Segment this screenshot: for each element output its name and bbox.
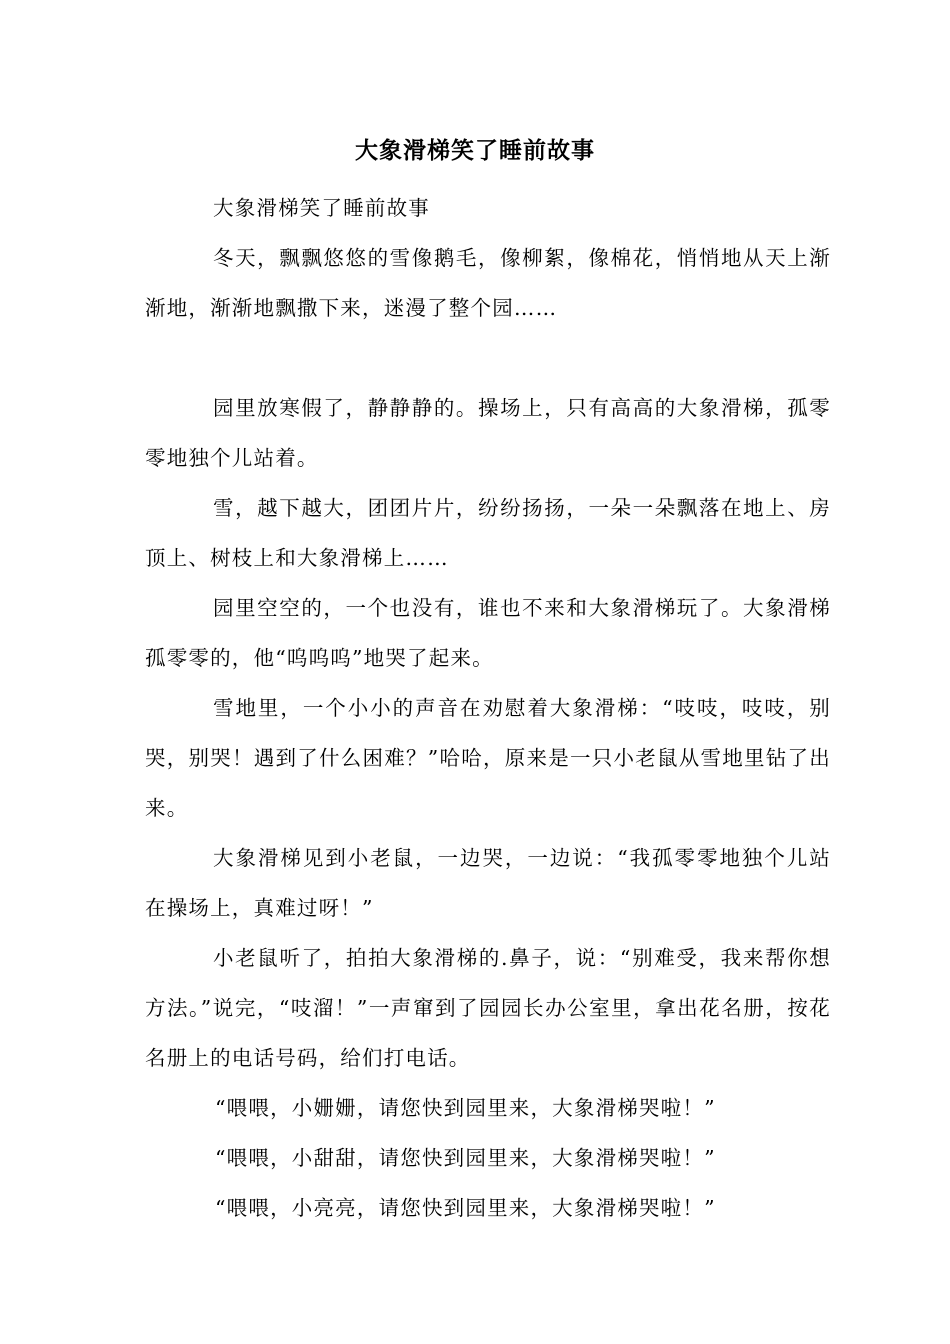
- paragraph-winter-break: 园里放寒假了，静静静的。操场上，只有高高的大象滑梯，孤零零地独个儿站着。: [145, 396, 831, 470]
- paragraph-phone-call-3: “喂喂，小亮亮，请您快到园里来，大象滑梯哭啦！”: [215, 1196, 716, 1220]
- paragraph-slide-speaks: 大象滑梯见到小老鼠，一边哭，一边说：“我孤零零地独个儿站在操场上，真难过呀！”: [145, 846, 831, 920]
- document-title: 大象滑梯笑了睡前故事: [355, 137, 595, 164]
- paragraph-winter-snow: 冬天，飘飘悠悠的雪像鹅毛，像柳絮，像棉花，悄悄地从天上渐渐地，渐渐地飘撒下来，迷漫了整个园……: [145, 246, 831, 320]
- paragraph-mouse-helps: 小老鼠听了，拍拍大象滑梯的.鼻子，说：“别难受，我来帮你想方法。”说完，“吱溜！”一声窜到了园园长办公室里，拿出花名册，按花名册上的电话号码，给们打电话。: [145, 946, 831, 1070]
- document-body: [145, 183, 831, 1233]
- paragraph-spacer: [145, 333, 831, 383]
- paragraph-phone-call-1: “喂喂，小姗姗，请您快到园里来，大象滑梯哭啦！”: [215, 1096, 716, 1120]
- paragraph-subtitle: 大象滑梯笑了睡前故事: [213, 196, 430, 220]
- paragraph-slide-crying: 园里空空的，一个也没有，谁也不来和大象滑梯玩了。大象滑梯孤零零的，他“呜呜呜”地哭了起来。: [145, 596, 831, 670]
- paragraph-little-mouse: 雪地里，一个小小的声音在劝慰着大象滑梯：“吱吱，吱吱，别哭，别哭！遇到了什么困难？”哈哈，原来是一只小老鼠从雪地里钻了出来。: [145, 696, 831, 820]
- paragraph-phone-call-2: “喂喂，小甜甜，请您快到园里来，大象滑梯哭啦！”: [215, 1146, 716, 1170]
- paragraph-snow-falling: 雪，越下越大，团团片片，纷纷扬扬，一朵一朵飘落在地上、房顶上、树枝上和大象滑梯上……: [145, 496, 831, 570]
